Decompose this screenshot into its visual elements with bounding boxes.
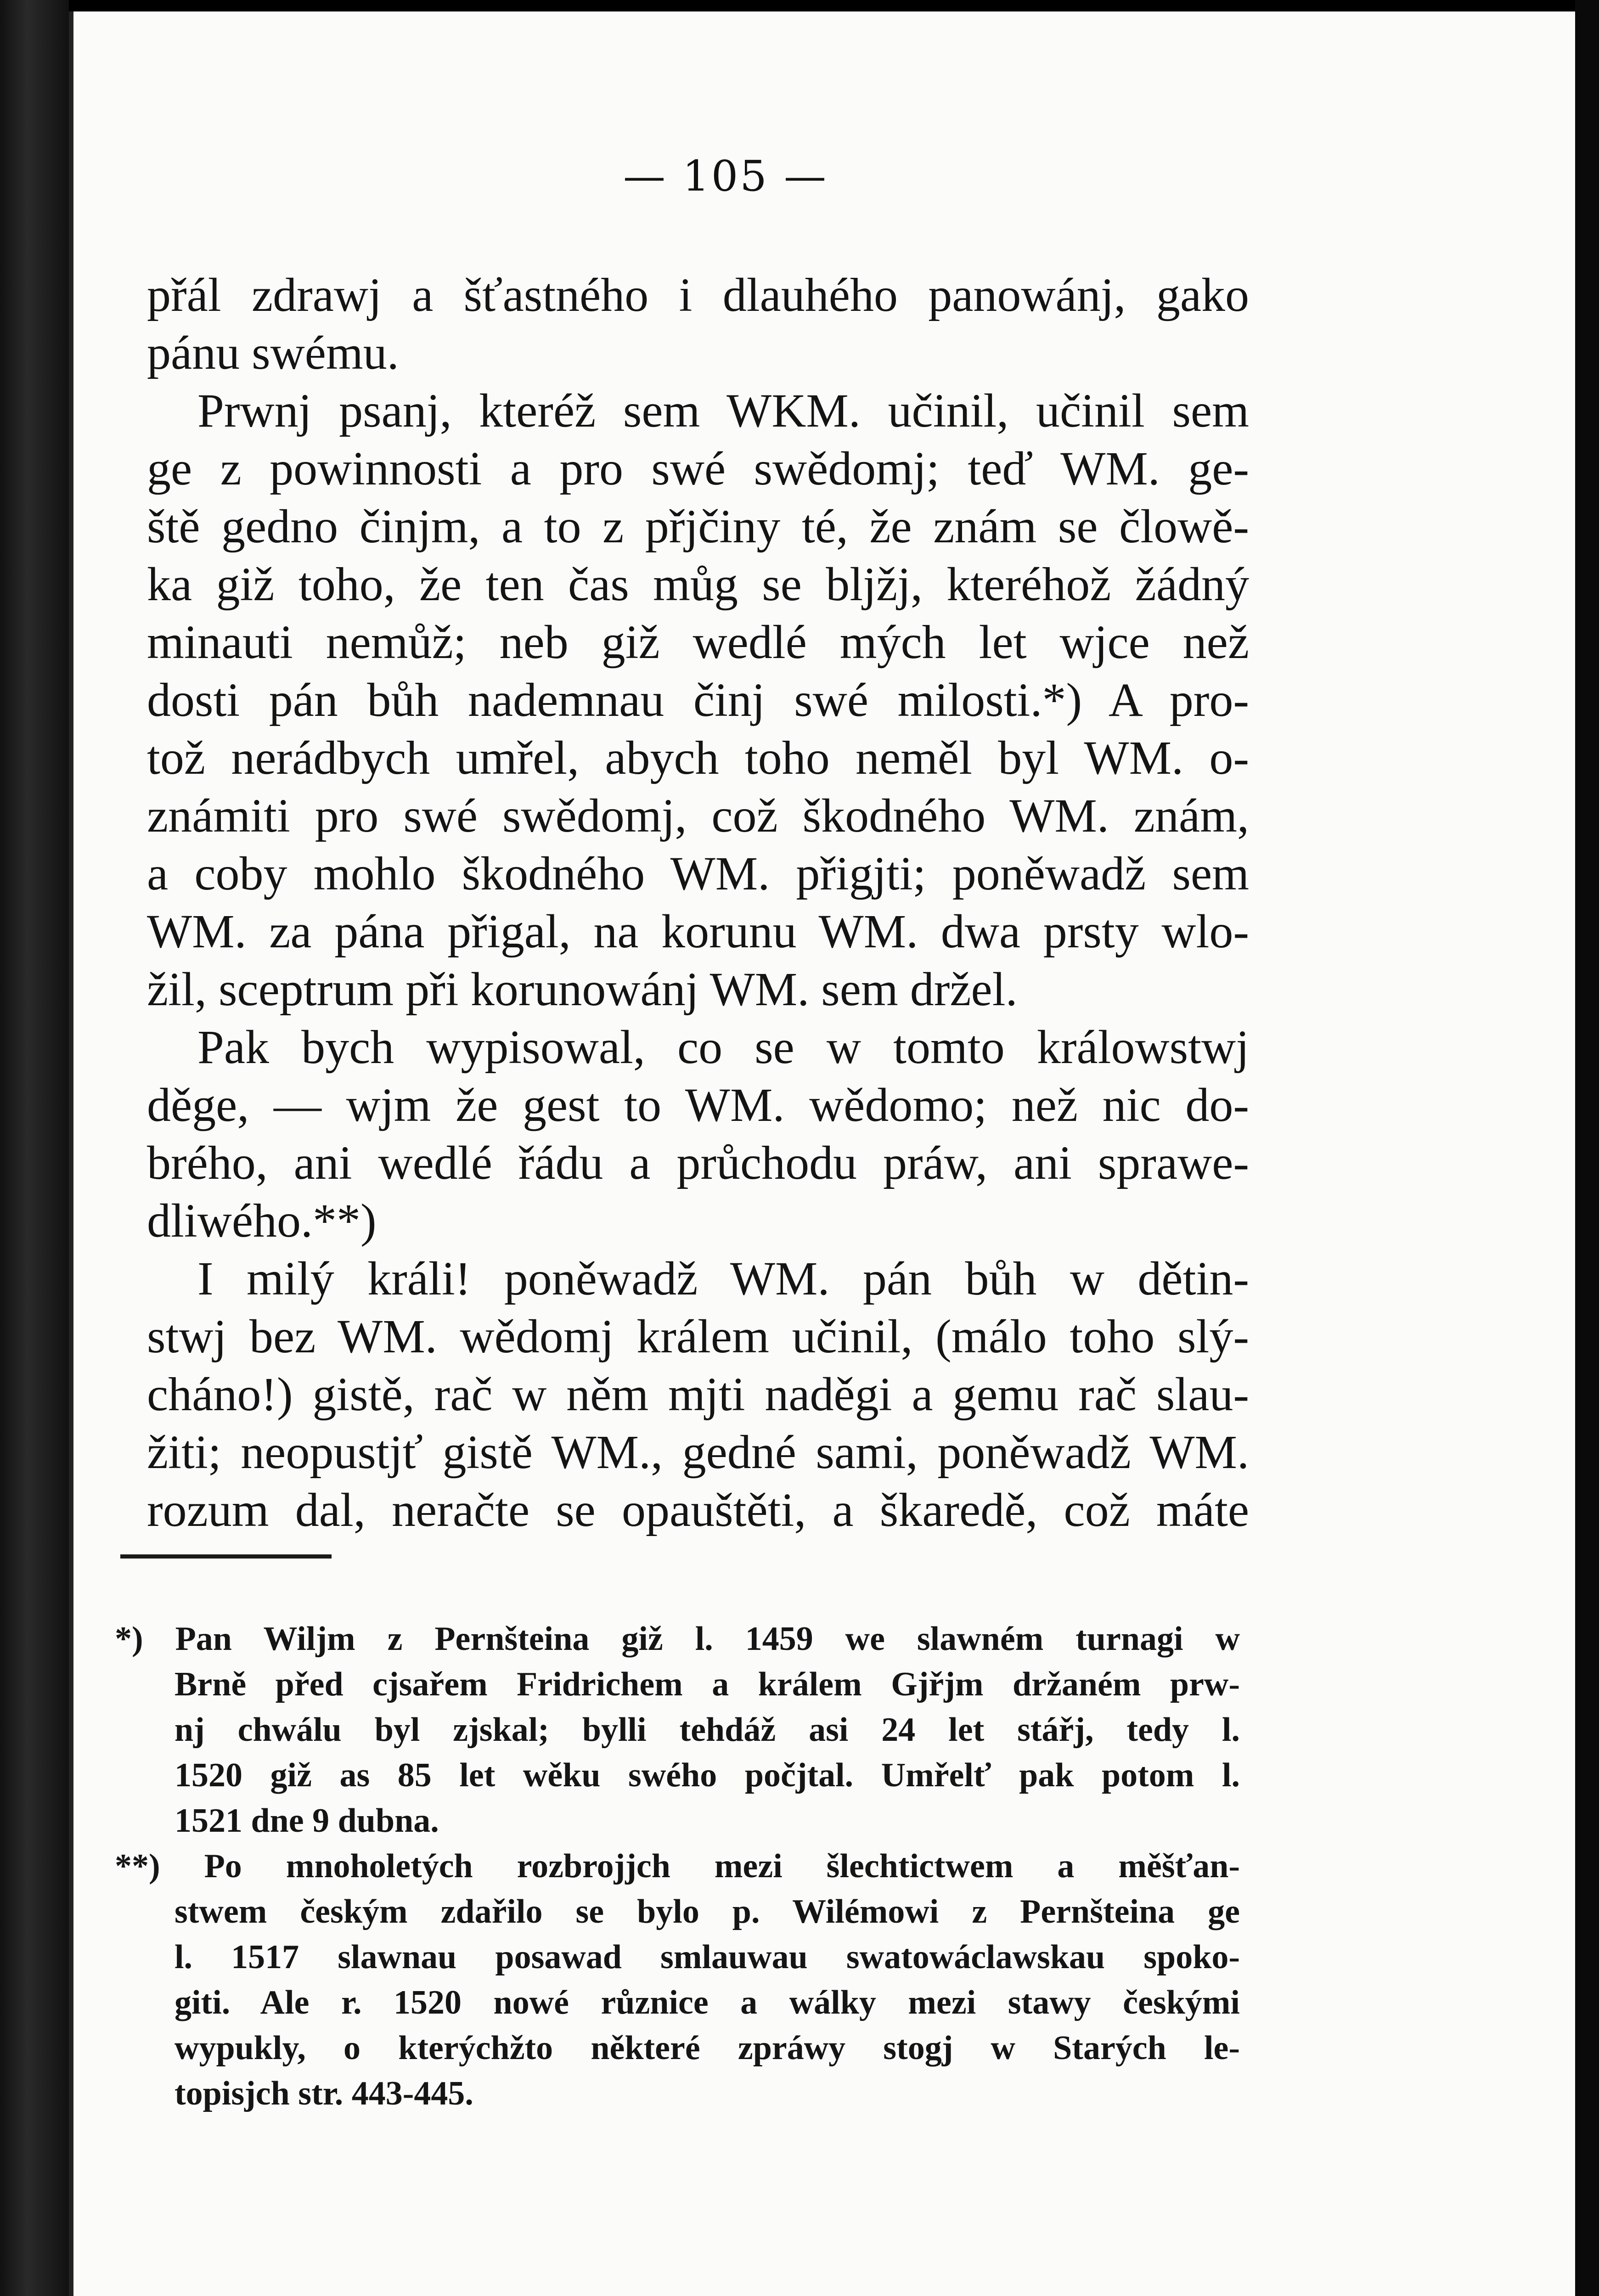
text-line: cháno!) gistě, rač w něm mjti naděgi a gemu rač slau- [147,1368,1249,1421]
text-line: ště gedno činjm, a to z přjčiny té, že znám se člowě- [147,500,1249,553]
text-line: přál zdrawj a šťastného i dlauhého panowánj, gako [147,269,1249,321]
footnotes [115,1616,1240,2116]
text-line: pánu swému. [147,326,399,379]
main-text [147,266,1249,1539]
text-line: ge z powinnosti a pro swé swědomj; teď WM. ge- [147,442,1249,495]
text-line: Prwnj psanj, kteréž sem WKM. učinil, učinil sem [197,384,1249,437]
footnote-line: stwem českým zdařilo se bylo p. Wilémowi z Pernšteina ge [175,1893,1240,1930]
text-line: a coby mohlo škodného WM. přigjti; poněwadž sem [147,847,1249,900]
footnote-line: **) Po mnoholetých rozbrojjch mezi šlechtictwem a měšťan- [115,1847,1240,1885]
footnote-2 [115,1844,1240,2116]
footnote-line: l. 1517 slawnau posawad smlauwau swatowáclawskau spoko- [175,1938,1240,1976]
text-line: tož nerádbych umřel, abych toho neměl byl WM. o- [147,732,1249,784]
text-line: děge, — wjm že gest to WM. wědomo; než nic do- [147,1079,1249,1131]
page-number: — 105 — [623,152,828,201]
text-line: ka giž toho, že ten čas můg se bljžj, kteréhož žádný [147,558,1249,611]
footnote-line: nj chwálu byl zjskal; bylli tehdáž asi 24 let stářj, tedy l. [175,1711,1240,1749]
text-line: I milý králi! poněwadž WM. pán bůh w dětin- [197,1252,1249,1305]
text-line: dliwého.**) [147,1194,377,1247]
text-line: rozum dal, neračte se opauštěti, a škaredě, což máte [147,1484,1249,1536]
footnote-line: Brně před cjsařem Fridrichem a králem Gjřjm držaném prw- [175,1666,1240,1703]
footnote-line: giti. Ale r. 1520 nowé různice a wálky mezi stawy českými [175,1984,1240,2021]
text-line: známiti pro swé swědomj, což škodného WM. znám, [147,789,1249,842]
text-line: žil, sceptrum při korunowánj WM. sem držel. [147,963,1018,1016]
footnote-line: 1520 giž as 85 let wěku swého počjtal. Umřelť pak potom l. [175,1756,1240,1794]
footnote-line: wypukly, o kterýchžto některé zpráwy stogj w Starých le- [175,2029,1240,2067]
text-line: WM. za pána přigal, na korunu WM. dwa prsty wlo- [147,905,1249,958]
footnote-line: 1521 dne 9 dubna. [175,1802,439,1840]
text-line: Pak bych wypisowal, co se w tomto králowstwj [197,1021,1249,1074]
text-line: stwj bez WM. wědomj králem učinil, (málo toho slý- [147,1310,1249,1363]
text-line: žiti; neopustjť gistě WM., gedné sami, poněwadž WM. [147,1426,1249,1479]
footnote-separator [120,1554,332,1559]
scan-right-border [1575,0,1599,2296]
text-line: minauti nemůž; neb giž wedlé mých let wjce než [147,616,1249,669]
footnote-line: topisjch str. 443-445. [175,2075,473,2112]
footnote-line: *) Pan Wiljm z Pernšteina giž l. 1459 we slawném turnagi w [115,1620,1240,1658]
text-line: brého, ani wedlé řádu a průchodu práw, ani sprawe- [147,1137,1249,1189]
text-line: dosti pán bůh nademnau činj swé milosti.*) A pro- [147,674,1249,726]
book-gutter-shadow [0,0,69,2296]
footnote-1 [115,1616,1240,1844]
